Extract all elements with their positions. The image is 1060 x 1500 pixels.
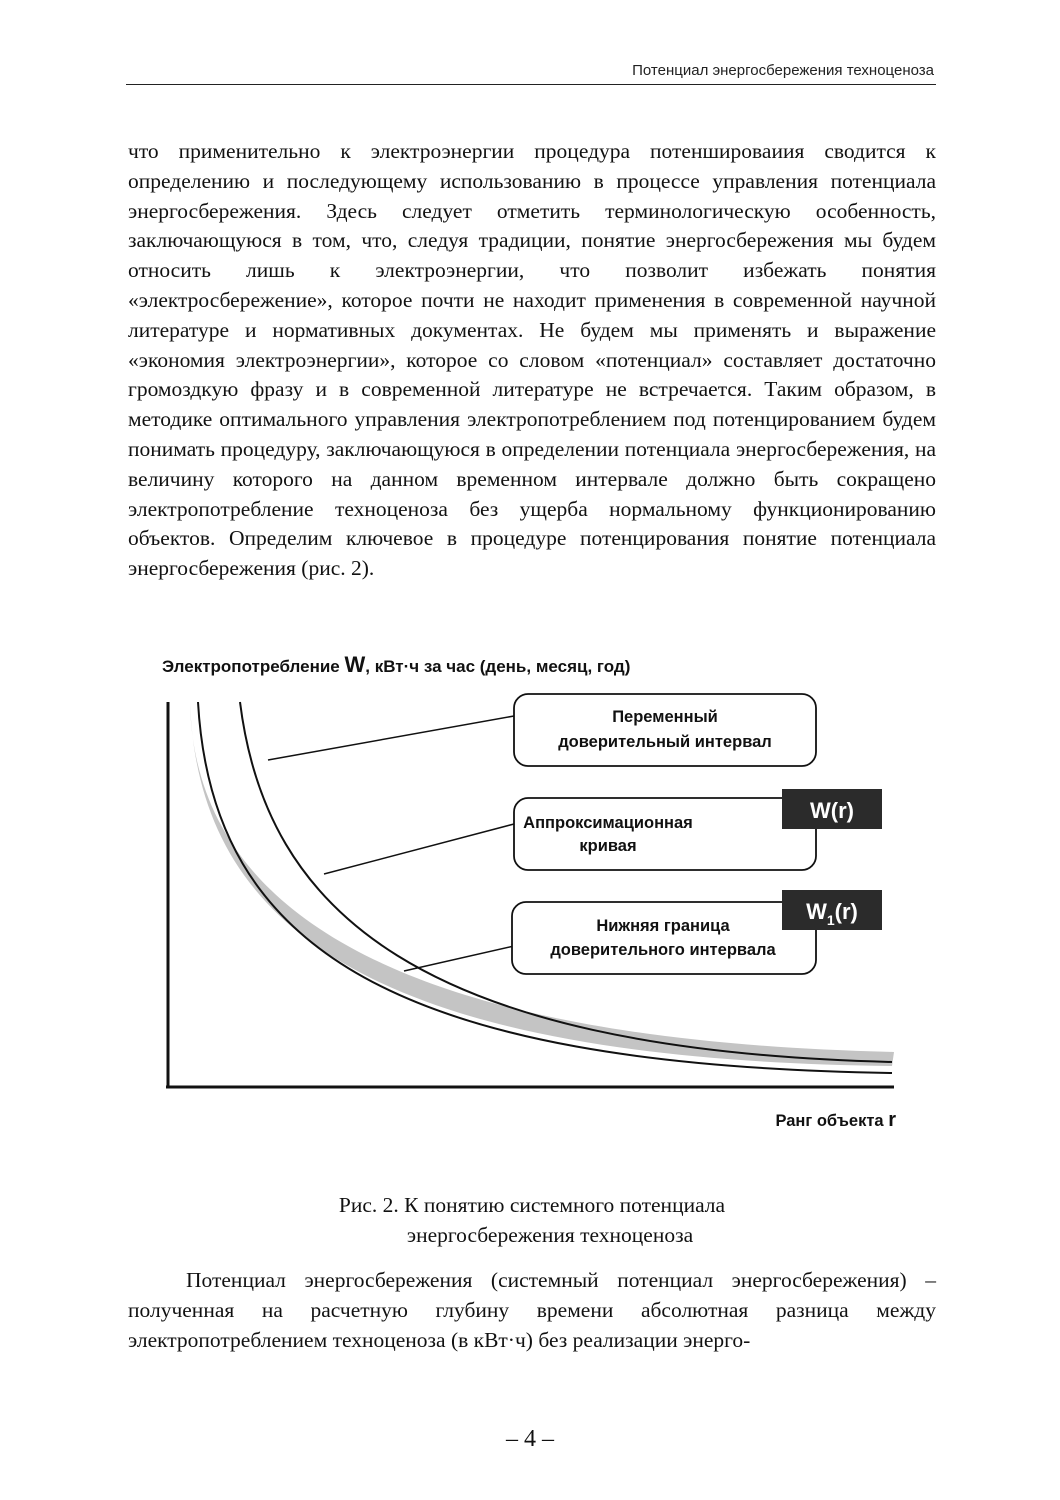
callout-variable-interval <box>514 694 816 766</box>
callout-lower-bound <box>512 902 816 974</box>
svg-text:доверительный интервал: доверительный интервал <box>558 733 772 751</box>
x-axis-title: Ранг объекта r <box>775 1109 896 1131</box>
svg-text:Переменный: Переменный <box>612 708 718 726</box>
running-header: Потенциал энергосбережения техноценоза <box>632 62 934 79</box>
figure-caption <box>128 1190 936 1250</box>
leader-line-1 <box>268 716 514 760</box>
page-number: – 4 – <box>506 1426 554 1452</box>
y-axis-title: Электропотребление W, кВт·ч за час (день, месяц, год) <box>162 652 631 677</box>
svg-text:W(r): W(r) <box>810 798 854 823</box>
leader-line-2 <box>324 824 514 874</box>
header-rule <box>126 84 936 85</box>
svg-text:Аппроксимационная: Аппроксимационная <box>523 814 693 832</box>
badge-w-r <box>782 789 882 829</box>
paragraph-2: Потенциал энергосбережения (системный потенциал энергосбережения) – полученная на расчетную глубину времени абсолютная разница между электропотреблением техноценоза (в кВт·ч) без реализации энерго- <box>128 1268 936 1352</box>
figure-2 <box>156 650 916 1140</box>
svg-text:доверительного интервала: доверительного интервала <box>550 941 776 959</box>
badge-w1-r <box>782 890 882 930</box>
caption-line-1: Рис. 2. К понятию системного потенциала <box>338 1193 726 1217</box>
caption-line-2: энергосбережения техноценоза <box>406 1223 694 1247</box>
svg-text:Нижняя граница: Нижняя граница <box>596 917 730 935</box>
paragraph-1: что применительно к электроэнергии процедура потеншироваиия сводится к определению и последующему использованию в процессе управления потенциала энергосбережения. Здесь следует отметить терминологическую особенность, заключающуюся в том, что, следуя традиции, понятие энергосбережения мы будем относить лишь к электроэнергии, что позволит избежать понятия «электросбережение», которое почти не находит применения в современной научной литературе и нормативных документах. Не будем мы применять и выражение «экономия электроэнергии», которое со словом «потенциал» составляет достаточно громоздкую фразу и в современной литературе не встречается. Таким образом, в методике оптимального управления электропотреблением под потенцированием будем понимать процедуру, заключающуюся в определении потенциала энергосбережения, на величину которого на данном временном интервале должно быть сокращено электропотребление техноценоза без ущерба нормальному функционированию объектов. Определим ключевое в процедуре потенцирования понятие потенциала энергосбережения (рис. 2). <box>128 139 936 581</box>
svg-text:кривая: кривая <box>579 837 637 855</box>
leader-line-3 <box>404 946 514 971</box>
svg-text:W1(r): $W_1(r)$ <box>806 899 858 928</box>
callout-approximation-curve <box>514 798 816 870</box>
